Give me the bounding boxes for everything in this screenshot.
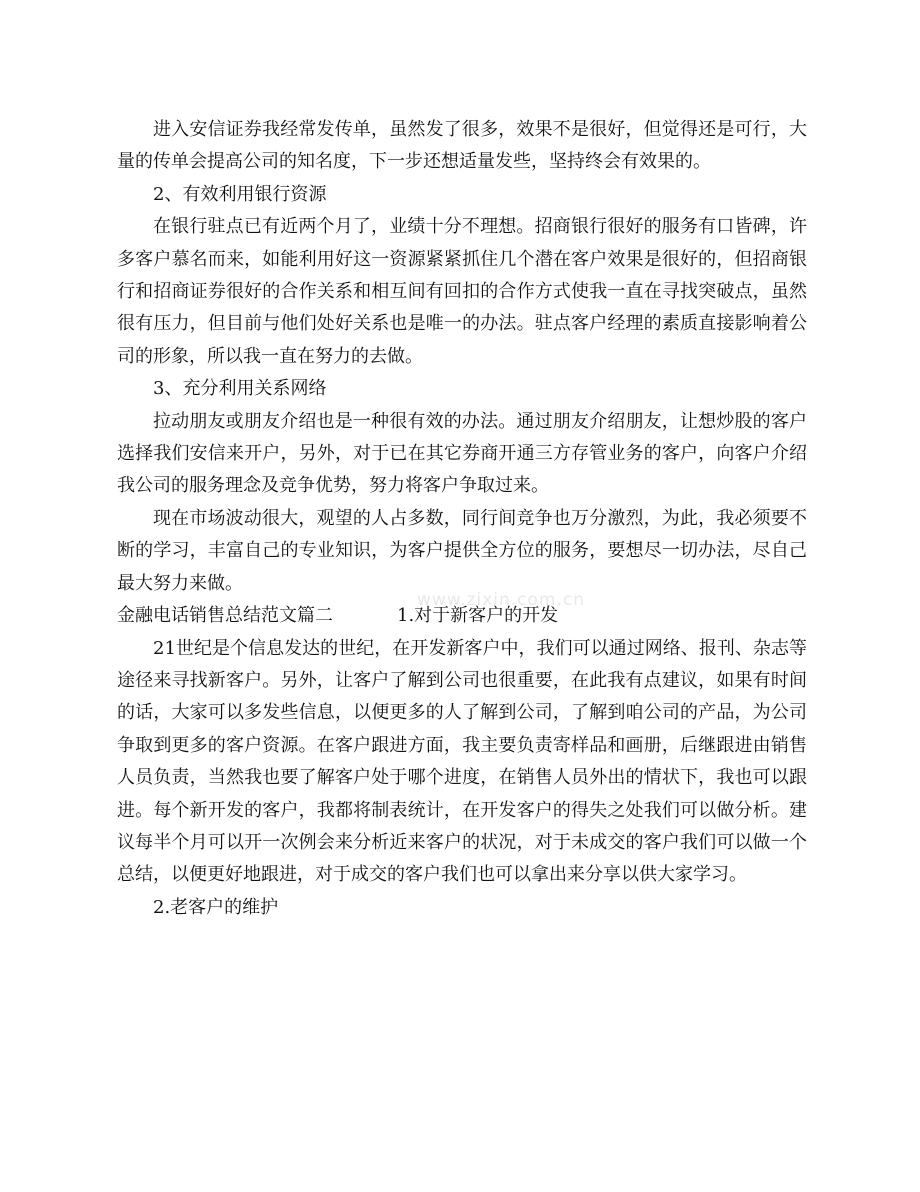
section-title-text: 金融电话销售总结范文篇二 xyxy=(117,605,333,627)
paragraph-flyers: 进入安信证券我经常发传单，虽然发了很多，效果不是很好，但觉得还是可行，大量的传单会提高公司的知名度，下一步还想适量发些，坚持终会有效果的。 xyxy=(117,119,807,173)
document-body xyxy=(117,114,807,924)
heading-old-client-maintenance: 2.老客户的维护 xyxy=(153,896,279,918)
paragraph-bank-station: 在银行驻点已有近两个月了，业绩十分不理想。招商银行很好的服务有口皆碑，许多客户慕名而来，如能利用好这一资源紧紧抓住几个潜在客户效果是很好的，但招商银行和招商证券很好的合作关系和相互间有回扣的合作方式使我一直在寻找突破点，虽然很有压力，但目前与他们处好关系也是唯一的办法。驻点客户经理的素质直接影响着公司的形象，所以我一直在努力的去做。 xyxy=(117,216,807,367)
paragraph-friend-referrals: 拉动朋友或朋友介绍也是一种很有效的办法。通过朋友介绍朋友，让想炒股的客户选择我们安信来开户，另外，对于已在其它券商开通三方存管业务的客户，向客户介绍我公司的服务理念及竞争优势，努力将客户争取过来。 xyxy=(117,410,807,497)
paragraph-market-conditions: 现在市场波动很大，观望的人占多数，同行间竞争也万分激烈，为此，我必须要不断的学习，丰富自己的专业知识，为客户提供全方位的服务，要想尽一切办法，尽自己最大努力来做。 xyxy=(117,507,807,594)
watermark: www.zixin.com.cn xyxy=(417,590,585,610)
section-subtitle: 1.对于新客户的开发 xyxy=(397,605,559,627)
heading-relationship-network: 3、充分利用关系网络 xyxy=(153,378,327,400)
heading-bank-resources: 2、有效利用银行资源 xyxy=(153,183,327,205)
paragraph-new-clients: 21世纪是个信息发达的世纪，在开发新客户中，我们可以通过网络、报刊、杂志等途径来寻找新客户。另外，让客户了解到公司也很重要，在此我有点建议，如果有时间的话，大家可以多发些信息，以便更多的人了解到公司，了解到咱公司的产品，为公司争取到更多的客户资源。在客户跟进方面，我主要负责寄样品和画册，后继跟进由销售人员负责，当然我也要了解客户处于哪个进度，在销售人员外出的情状下，我也可以跟进。每个新开发的客户，我都将制表统计，在开发客户的得失之处我们可以做分析。建议每半个月可以开一次例会来分析近来客户的状况，对于未成交的客户我们可以做一个总结，以便更好地跟进，对于成交的客户我们也可以拿出来分享以供大家学习。 xyxy=(117,637,807,886)
